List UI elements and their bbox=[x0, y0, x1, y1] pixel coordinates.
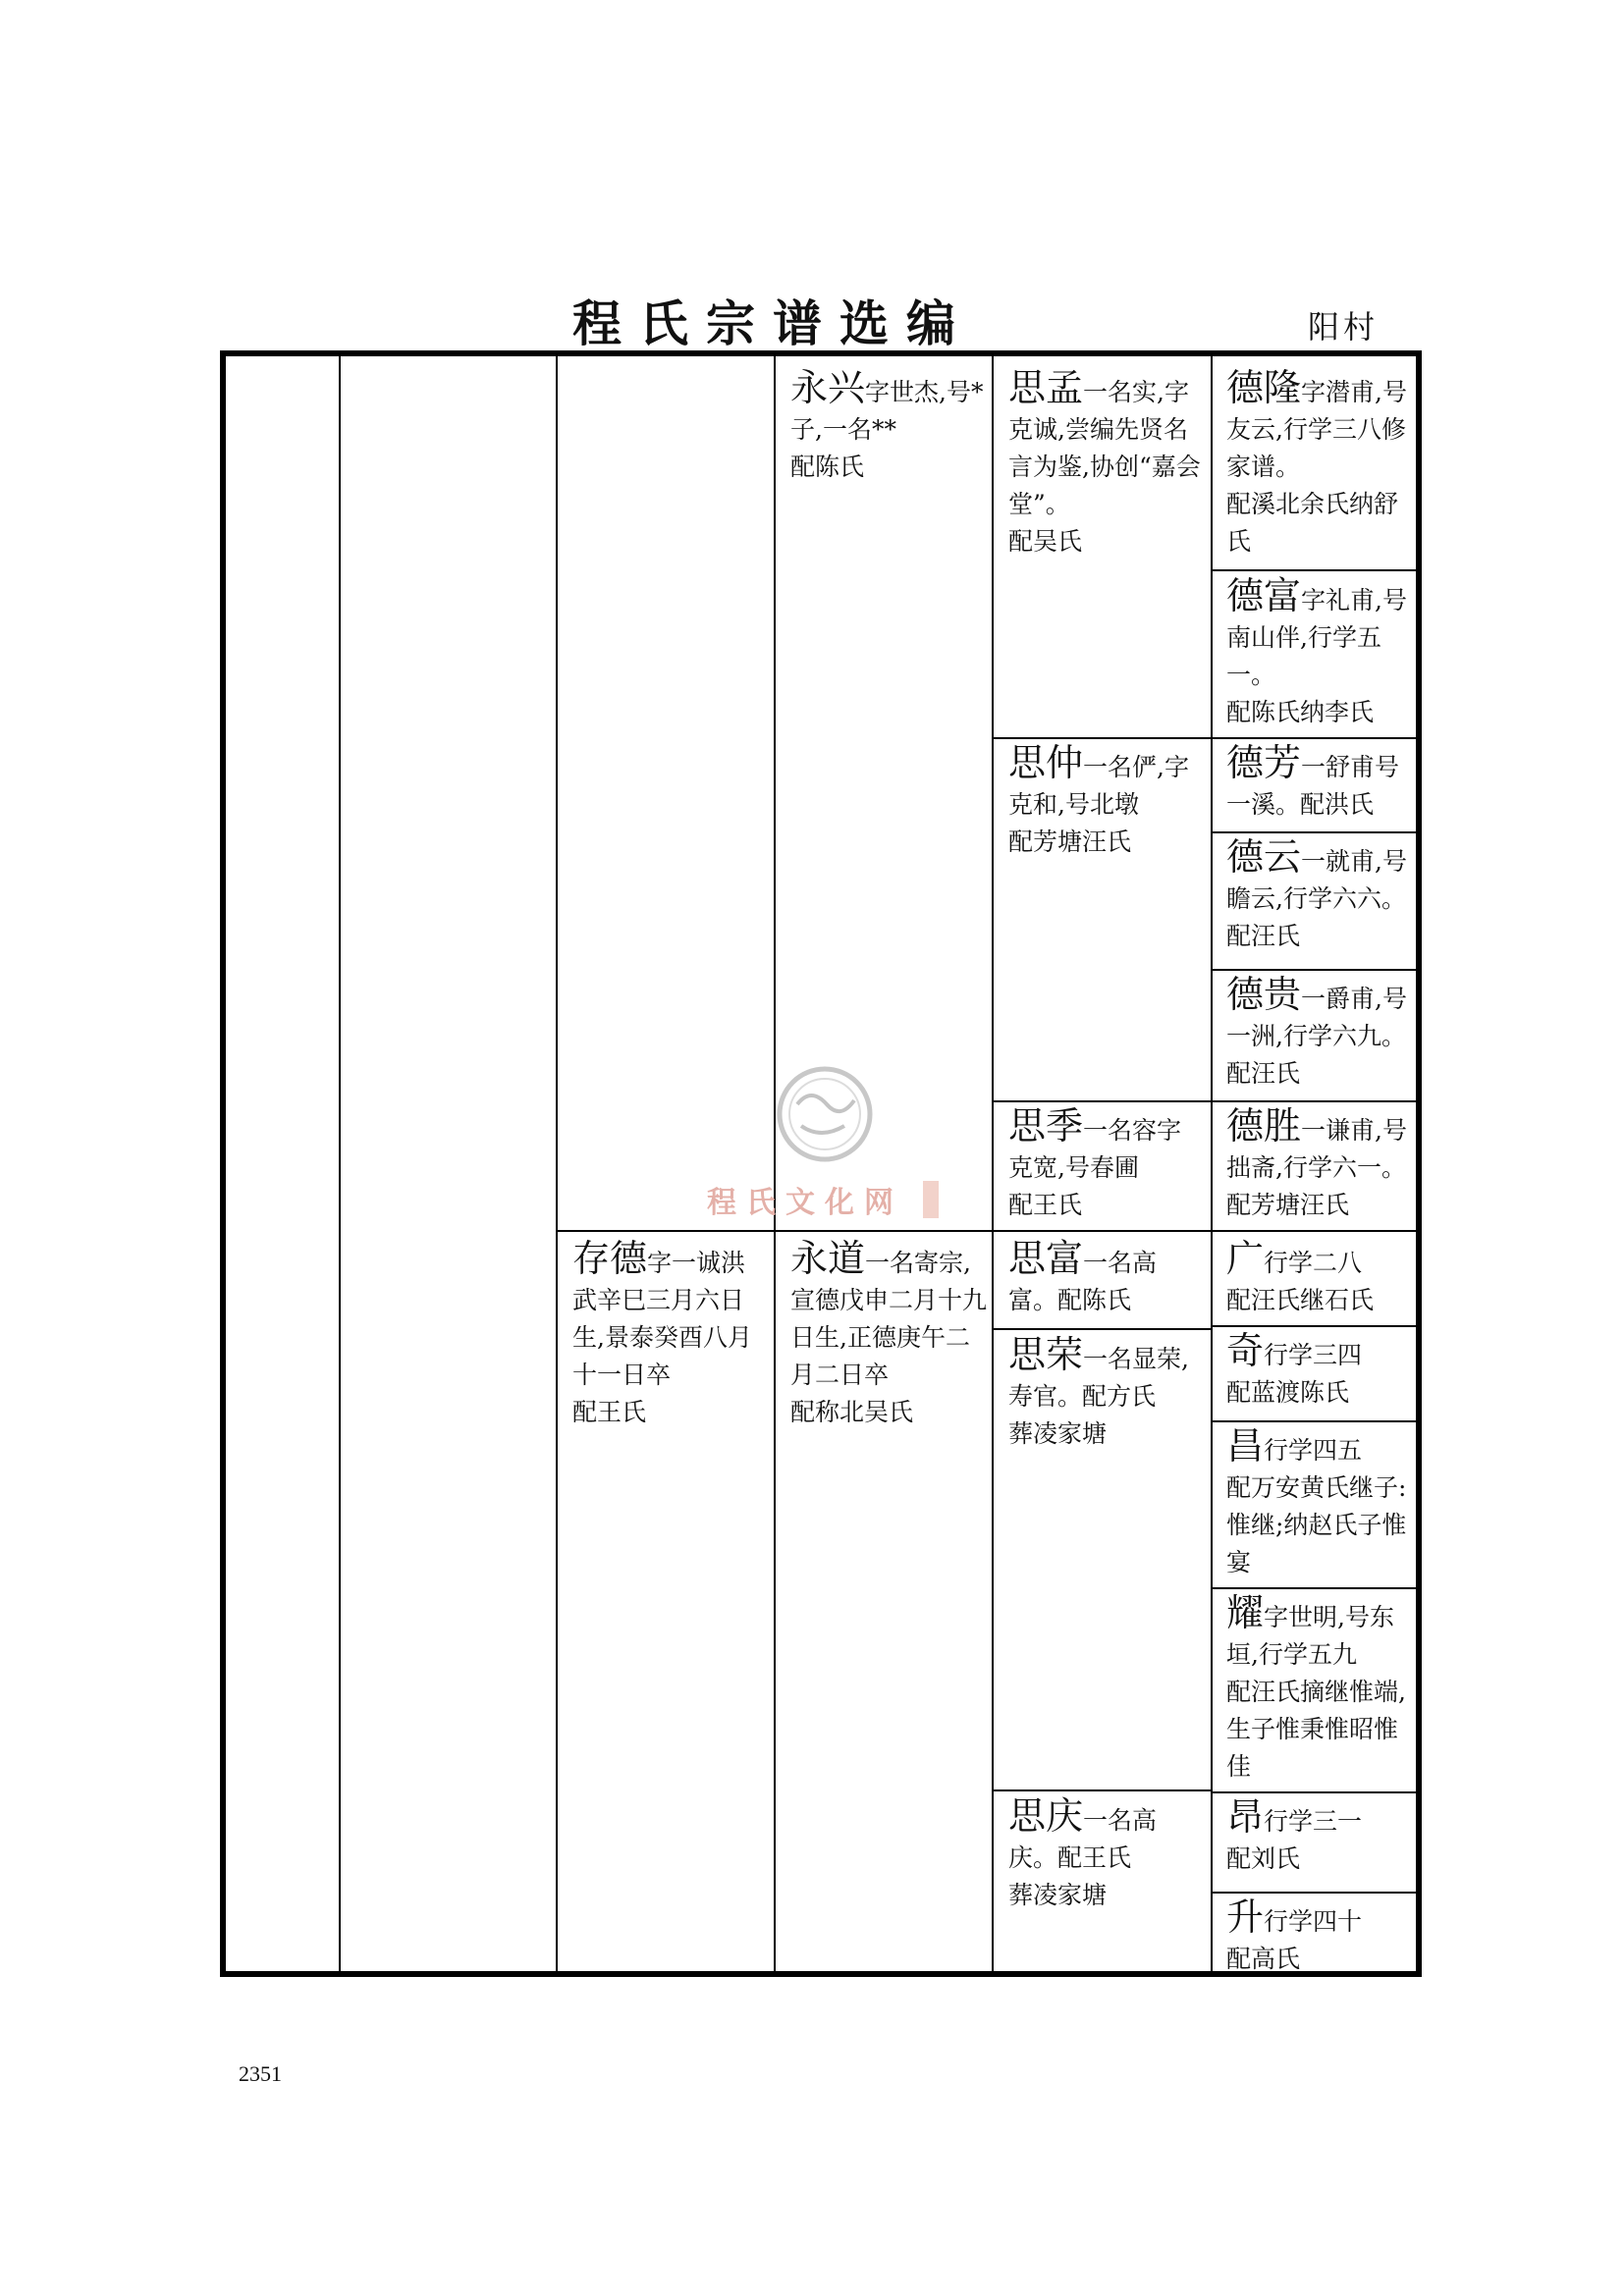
person-details: 字一诚洪武辛巳三月六日生,景泰癸酉八月十一日卒 bbox=[572, 1249, 752, 1389]
entry-delong bbox=[1226, 368, 1413, 561]
entry-simeng bbox=[1008, 368, 1205, 561]
person-details: 字世杰,号*子,一名** bbox=[790, 378, 984, 444]
person-name: 广 bbox=[1226, 1237, 1265, 1280]
person-details: 行学二八 bbox=[1264, 1249, 1363, 1277]
row-divider bbox=[1211, 969, 1416, 971]
entry-chang bbox=[1226, 1426, 1413, 1581]
row-divider bbox=[992, 1328, 1211, 1330]
person-details: 一名高庆。配王氏 bbox=[1008, 1806, 1158, 1872]
person-name: 耀 bbox=[1226, 1591, 1265, 1634]
person-name: 思孟 bbox=[1008, 366, 1084, 409]
entry-sifu bbox=[1008, 1239, 1205, 1319]
row-divider bbox=[1211, 1587, 1416, 1589]
entry-sizhong bbox=[1008, 743, 1205, 861]
person-name: 永道 bbox=[790, 1237, 866, 1280]
person-name: 永兴 bbox=[790, 366, 866, 409]
page-title: 程氏宗谱选编 bbox=[572, 294, 973, 352]
spouse-note: 配称北吴氏 bbox=[790, 1398, 914, 1426]
village-label: 阳村 bbox=[1308, 308, 1380, 346]
person-name: 思季 bbox=[1008, 1104, 1084, 1148]
spouse-note: 配陈氏纳李氏 bbox=[1226, 698, 1375, 726]
person-details: 行学三四 bbox=[1264, 1341, 1363, 1369]
row-divider bbox=[992, 1100, 1416, 1102]
spouse-note: 配汪氏继石氏 bbox=[1226, 1286, 1375, 1314]
row-divider bbox=[1211, 1791, 1416, 1793]
row-divider bbox=[556, 1230, 1416, 1232]
spouse-note: 配王氏 bbox=[1008, 1191, 1083, 1219]
watermark-text: 程氏文化网 bbox=[707, 1186, 903, 1220]
person-name: 奇 bbox=[1226, 1329, 1265, 1372]
entry-sirong bbox=[1008, 1335, 1205, 1453]
entry-degui bbox=[1226, 975, 1413, 1093]
person-details: 一名实,字克诚,尝编先贤名言为鉴,协创“嘉会堂”。 bbox=[1008, 378, 1201, 518]
person-details: 字礼甫,号南山伴,行学五一。 bbox=[1226, 586, 1407, 689]
spouse-note: 配吴氏 bbox=[1008, 527, 1083, 556]
entry-ang bbox=[1226, 1797, 1413, 1878]
person-details: 一谦甫,号拙斋,行学六一。配芳塘汪氏 bbox=[1226, 1116, 1407, 1219]
person-name: 德富 bbox=[1226, 574, 1302, 617]
person-details: 一爵甫,号一洲,行学六九。配汪氏 bbox=[1226, 985, 1407, 1088]
entry-yao bbox=[1226, 1593, 1413, 1786]
column-divider bbox=[1211, 356, 1213, 1971]
column-divider bbox=[992, 356, 994, 1971]
entry-guang bbox=[1226, 1239, 1413, 1319]
entry-sheng bbox=[1226, 1897, 1413, 1978]
column-divider bbox=[556, 356, 558, 1971]
spouse-note: 配高氏 bbox=[1226, 1945, 1301, 1973]
person-name: 思富 bbox=[1008, 1237, 1084, 1280]
person-name: 昌 bbox=[1226, 1424, 1265, 1468]
entry-deyun bbox=[1226, 837, 1413, 955]
burial-note: 葬凌家塘 bbox=[1008, 1419, 1108, 1448]
row-divider bbox=[992, 1789, 1211, 1791]
entry-siji bbox=[1008, 1106, 1205, 1224]
person-name: 德贵 bbox=[1226, 973, 1302, 1016]
row-divider bbox=[992, 737, 1416, 739]
person-details: 行学三一 bbox=[1264, 1807, 1363, 1836]
person-details: 一名寄宗,宣德戊申二月十九日生,正德庚午二月二日卒 bbox=[790, 1249, 988, 1389]
entry-yongdao bbox=[790, 1239, 987, 1431]
person-details: 字世明,号东垣,行学五九 bbox=[1226, 1603, 1394, 1669]
row-divider bbox=[1211, 569, 1416, 571]
person-name: 思仲 bbox=[1008, 741, 1084, 784]
entry-qi bbox=[1226, 1331, 1413, 1412]
person-name: 昂 bbox=[1226, 1795, 1265, 1839]
person-details: 一就甫,号瞻云,行学六六。配汪氏 bbox=[1226, 847, 1407, 950]
row-divider bbox=[1211, 1892, 1416, 1894]
spouse-note: 配蓝渡陈氏 bbox=[1226, 1378, 1350, 1407]
person-details: 字潜甫,号友云,行学三八修家谱。 bbox=[1226, 378, 1407, 481]
person-details: 行学四十 bbox=[1264, 1907, 1363, 1936]
person-name: 德云 bbox=[1226, 835, 1302, 879]
entry-desheng bbox=[1226, 1106, 1413, 1224]
spouse-note: 配万安黄氏继子:惟继;纳赵氏子惟宴 bbox=[1226, 1473, 1407, 1576]
row-divider bbox=[1211, 831, 1416, 833]
person-details: 一名高富。配陈氏 bbox=[1008, 1249, 1158, 1314]
spouse-note: 配王氏 bbox=[572, 1398, 647, 1426]
person-details: 一名显荣,寿官。配方氏 bbox=[1008, 1345, 1189, 1411]
watermark-logo bbox=[687, 1065, 962, 1232]
page-number: 2351 bbox=[239, 2061, 282, 2086]
spouse-note: 配汪氏摘继惟端,生子惟秉惟昭惟佳 bbox=[1226, 1678, 1406, 1781]
row-divider bbox=[1211, 1325, 1416, 1327]
row-divider bbox=[1211, 1420, 1416, 1422]
person-name: 思荣 bbox=[1008, 1333, 1084, 1376]
person-details: 行学四五 bbox=[1264, 1436, 1363, 1465]
person-name: 思庆 bbox=[1008, 1794, 1084, 1838]
spouse-note: 配刘氏 bbox=[1226, 1844, 1301, 1873]
person-name: 存德 bbox=[572, 1237, 648, 1280]
person-details: 一名容字克宽,号春圃 bbox=[1008, 1116, 1182, 1182]
entry-defu bbox=[1226, 576, 1413, 731]
person-name: 德隆 bbox=[1226, 366, 1302, 409]
person-name: 德胜 bbox=[1226, 1104, 1302, 1148]
entry-siqing bbox=[1008, 1796, 1205, 1914]
person-name: 升 bbox=[1226, 1896, 1265, 1939]
spouse-note: 配溪北余氏纳舒氏 bbox=[1226, 490, 1399, 556]
entry-yongxing bbox=[790, 368, 987, 486]
entry-defang bbox=[1226, 743, 1413, 824]
spouse-note: 配芳塘汪氏 bbox=[1008, 828, 1132, 856]
person-details: 一舒甫号一溪。配洪氏 bbox=[1226, 753, 1400, 819]
column-divider bbox=[339, 356, 341, 1971]
burial-note: 葬凌家塘 bbox=[1008, 1881, 1108, 1909]
person-name: 德芳 bbox=[1226, 741, 1302, 784]
person-details: 一名俨,字克和,号北墩 bbox=[1008, 753, 1189, 819]
spouse-note: 配陈氏 bbox=[790, 453, 865, 481]
entry-cunde bbox=[572, 1239, 769, 1431]
